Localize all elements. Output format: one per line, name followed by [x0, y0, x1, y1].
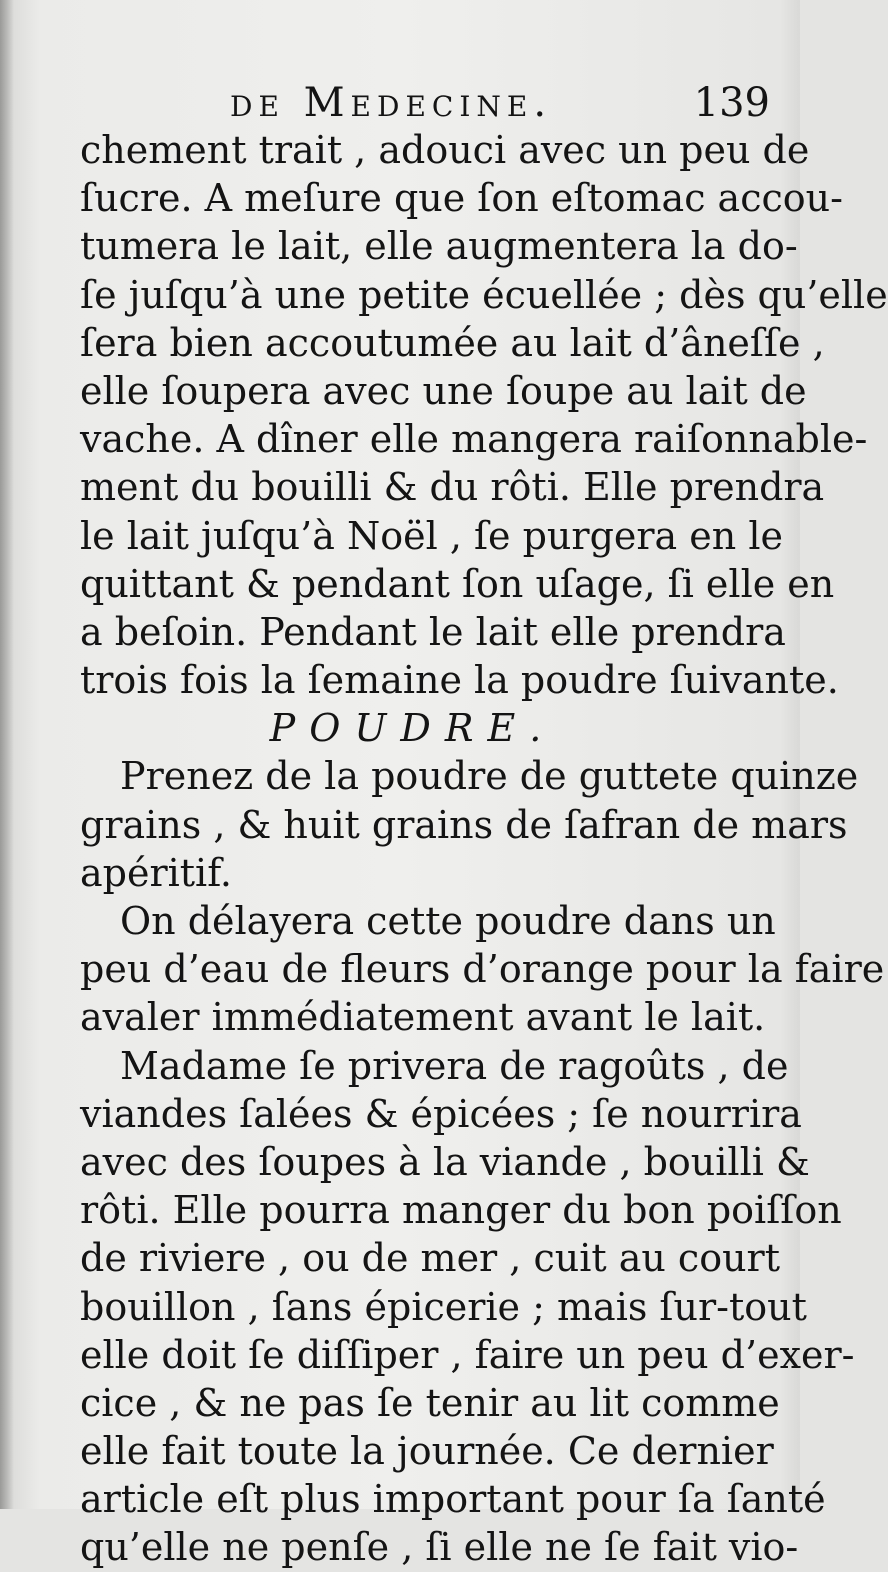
- text-line: rôti. Elle pourra manger du bon poiſſon: [80, 1188, 842, 1233]
- text-line: peu d’eau de fleurs d’orange pour la faire: [80, 947, 885, 992]
- text-line: chement trait , adouci avec un peu de: [80, 128, 810, 172]
- text-line: le lait juſqu’à Noël , ſe purgera en le: [80, 513, 783, 558]
- text-line: ſera bien accoutumée au lait d’âneſſe ,: [80, 320, 825, 365]
- text-line: avec des ſoupes à la viande , bouilli &: [80, 1139, 810, 1184]
- body-text: [80, 126, 888, 1572]
- text-line: grains , & huit grains de ſafran de mars: [80, 802, 848, 847]
- text-line: bouillon , ſans épicerie ; mais ſur-tout: [80, 1284, 807, 1329]
- text-line: ment du bouilli & du rôti. Elle prendra: [80, 465, 825, 510]
- text-line: tumera le lait, elle augmentera la do-: [80, 224, 798, 269]
- text-line: de riviere , ou de mer , cuit au court: [80, 1236, 780, 1281]
- text-line: article eſt plus important pour ſa ſanté: [80, 1477, 826, 1522]
- text-line: elle ſoupera avec une ſoupe au lait de: [80, 368, 807, 413]
- page-header: [80, 78, 770, 128]
- text-line: elle doit ſe diſſiper , faire un peu d’exer-: [80, 1332, 855, 1377]
- text-line: ſe juſqu’à une petite écuellée ; dès qu’elle: [80, 272, 888, 317]
- text-line: Prenez de la poudre de guttete quinze: [120, 754, 859, 799]
- text-line: apéritif.: [80, 850, 232, 895]
- text-line: quittant & pendant ſon uſage, ſi elle en: [80, 561, 835, 606]
- text-line: cice , & ne pas ſe tenir au lit comme: [80, 1380, 780, 1425]
- text-line: vache. A dîner elle mangera raiſonnable-: [80, 417, 868, 462]
- text-line: a beſoin. Pendant le lait elle prendra: [80, 609, 786, 654]
- text-line: qu’elle ne penſe , ſi elle ne ſe fait vio-: [80, 1525, 799, 1570]
- text-line: Madame ſe privera de ragoûts , de: [120, 1043, 789, 1088]
- text-line: ſucre. A meſure que ſon eſtomac accou-: [80, 176, 843, 221]
- page-gutter-shadow: [0, 0, 14, 1509]
- text-line: avaler immédiatement avant le lait.: [80, 995, 766, 1040]
- section-heading: POUDRE.: [269, 706, 556, 751]
- text-line: On délayera cette poudre dans un: [120, 899, 776, 943]
- page-number: 139: [693, 80, 770, 126]
- running-head: de Medecine.: [230, 80, 553, 126]
- text-line: trois fois la ſemaine la poudre ſuivante.: [80, 658, 839, 703]
- text-line: elle fait toute la journée. Ce dernier: [80, 1429, 774, 1474]
- text-line: viandes ſalées & épicées ; ſe nourrira: [80, 1091, 802, 1136]
